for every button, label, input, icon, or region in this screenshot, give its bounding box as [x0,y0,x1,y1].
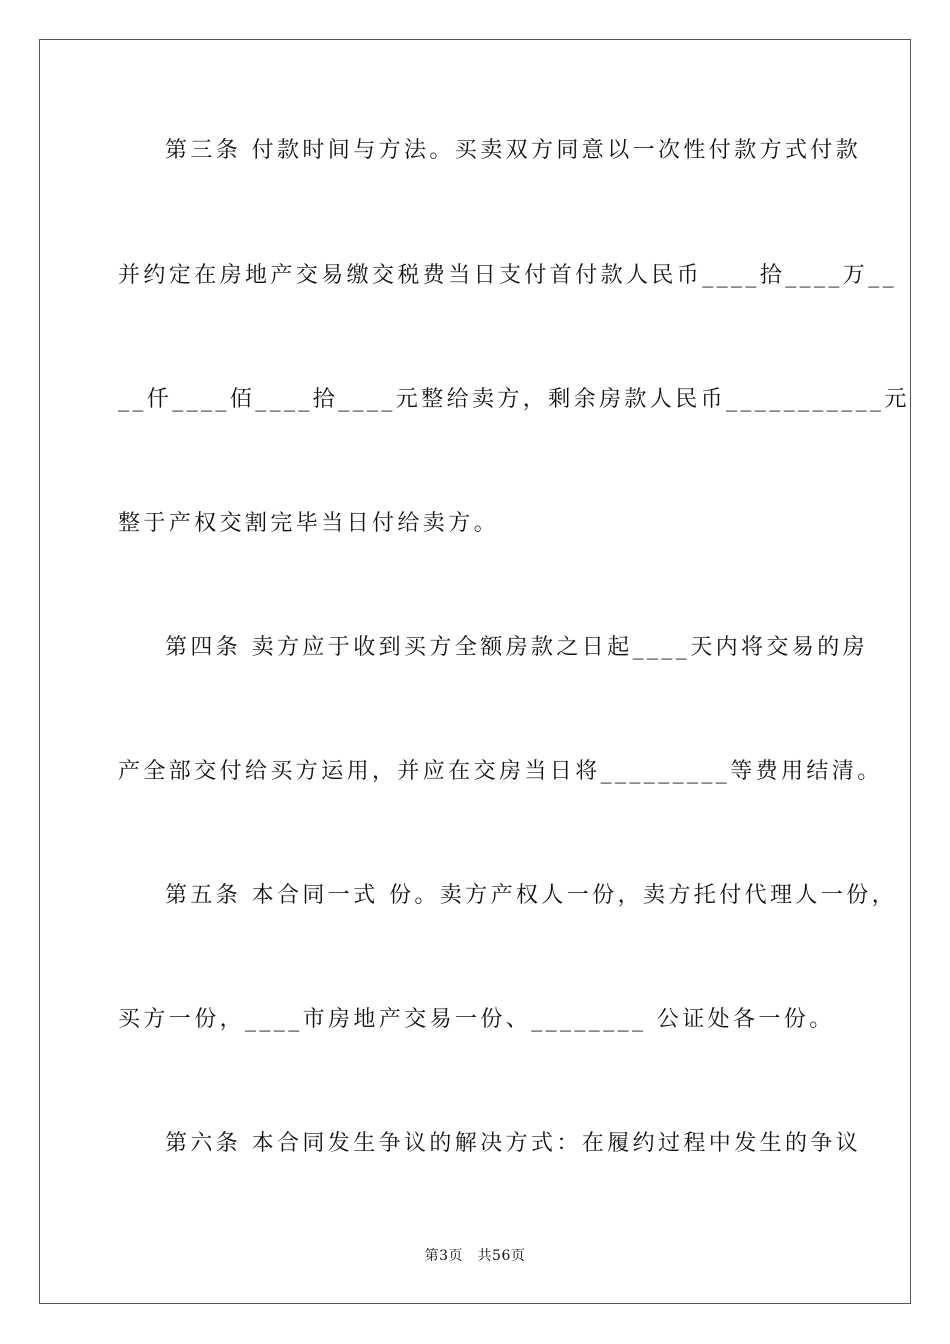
article-6-line-1: 第六条 本合同发生争议的解决方式：在履约过程中发生的争议 [165,1131,862,1156]
article-5-line-1: 第五条 本合同一式 份。卖方产权人一份，卖方托付代理人一份， [165,883,897,908]
article-3-line-3: __仟____佰____拾____元整给卖方，剩余房款人民币___________元 [118,387,910,412]
article-3-line-2: 并约定在房地产交易缴交税费当日支付首付款人民币____拾____万__ [118,263,898,288]
article-4-line-2: 产全部交付给买方运用，并应在交房当日将_________等费用结清。 [118,759,883,784]
article-4-line-1: 第四条 卖方应于收到买方全额房款之日起____天内将交易的房 [165,635,868,660]
page-border [39,39,911,1304]
article-3-line-4: 整于产权交割完毕当日付给卖方。 [118,511,500,536]
article-5-line-2: 买方一份，____市房地产交易一份、________ 公证处各一份。 [118,1007,835,1032]
article-3-line-1: 第三条 付款时间与方法。买卖双方同意以一次性付款方式付款 [165,138,862,163]
page-number-footer: 第3页 共56页 [424,1248,526,1264]
